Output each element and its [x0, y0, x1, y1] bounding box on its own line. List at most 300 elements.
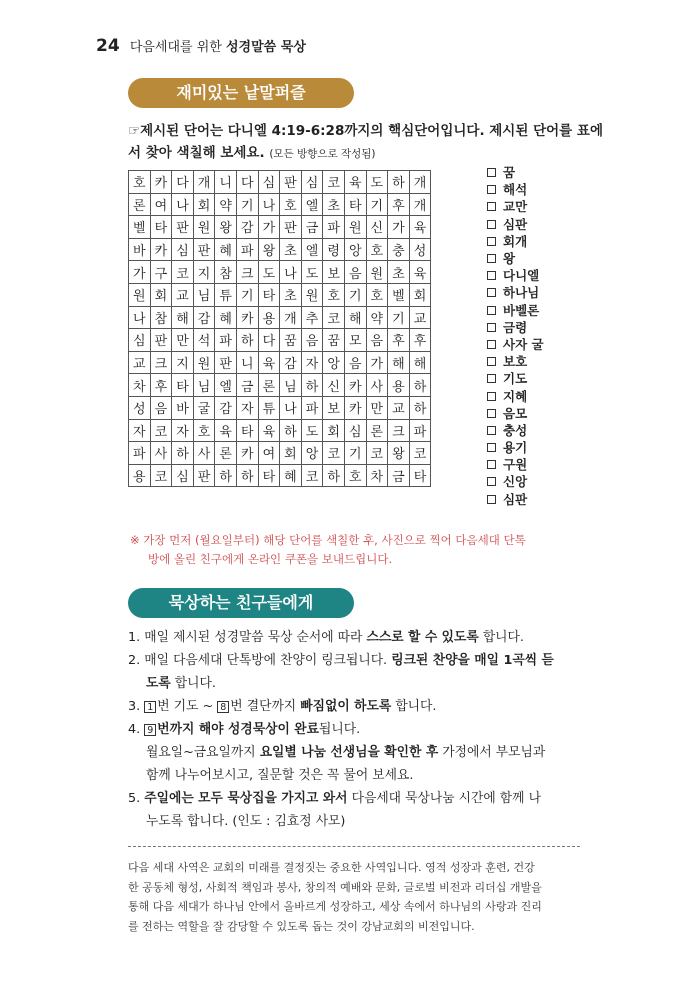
grid-cell[interactable]: 참 — [150, 306, 172, 329]
checkbox-icon[interactable] — [487, 254, 496, 263]
step-5-cont: 누도록 합니다. (인도 : 김효정 사모) — [146, 814, 346, 829]
grid-cell[interactable]: 크 — [236, 261, 258, 284]
grid-cell[interactable]: 판 — [150, 329, 172, 352]
grid-cell[interactable]: 금 — [236, 374, 258, 397]
grid-cell[interactable]: 자 — [129, 419, 151, 442]
grid-cell[interactable]: 혜 — [280, 464, 302, 487]
grid-cell[interactable]: 회 — [409, 283, 431, 306]
grid-cell[interactable]: 나 — [280, 261, 302, 284]
checkbox-icon[interactable] — [487, 443, 496, 452]
puzzle-instruction — [128, 120, 608, 165]
grid-cell[interactable]: 음 — [344, 351, 366, 374]
grid-cell[interactable]: 감 — [215, 396, 237, 419]
word-label: 용기 — [503, 440, 528, 456]
instruction-text: ☞제시된 단어는 다니엘 4:19-6:28까지의 핵심단어입니다. 제시된 단어를 표에서 찾아 색칠해 보세요. — [128, 123, 603, 161]
grid-cell[interactable]: 구 — [150, 261, 172, 284]
grid-cell[interactable]: 바 — [129, 238, 151, 261]
step-text: 됩니다. — [319, 722, 361, 737]
grid-cell[interactable]: 모 — [344, 329, 366, 352]
grid-cell[interactable]: 혜 — [215, 306, 237, 329]
grid-cell[interactable]: 하 — [172, 442, 194, 465]
word-item — [487, 302, 544, 319]
checkbox-icon[interactable] — [487, 409, 496, 418]
grid-cell[interactable]: 나 — [258, 193, 280, 216]
grid-cell[interactable]: 크 — [150, 351, 172, 374]
word-label: 지혜 — [503, 388, 528, 404]
grid-cell[interactable]: 론 — [258, 374, 280, 397]
step-text: 3. — [128, 699, 145, 714]
number-box: 1 — [144, 701, 156, 713]
step-text: 합니다. — [391, 699, 437, 714]
grid-cell[interactable]: 앙 — [344, 238, 366, 261]
grid-cell[interactable]: 감 — [280, 351, 302, 374]
step-text: 2. 매일 다음세대 단톡방에 찬양이 링크됩니다. — [128, 653, 392, 668]
grid-cell[interactable]: 다 — [236, 171, 258, 194]
header-series: 다음세대를 위한 — [129, 40, 222, 55]
grid-cell[interactable]: 카 — [344, 396, 366, 419]
grid-cell[interactable]: 초 — [280, 283, 302, 306]
grid-cell[interactable]: 호 — [344, 464, 366, 487]
grid-cell[interactable]: 육 — [258, 419, 280, 442]
grid-cell[interactable]: 차 — [129, 374, 151, 397]
grid-cell[interactable]: 파 — [323, 216, 345, 239]
grid-cell[interactable]: 꿈 — [323, 329, 345, 352]
grid-cell[interactable]: 여 — [150, 193, 172, 216]
grid-cell[interactable]: 니 — [215, 171, 237, 194]
grid-cell[interactable]: 나 — [280, 396, 302, 419]
grid-cell[interactable]: 원 — [129, 283, 151, 306]
grid-cell[interactable]: 기 — [344, 442, 366, 465]
grid-cell[interactable]: 만 — [366, 396, 388, 419]
grid-cell[interactable]: 하 — [409, 374, 431, 397]
grid-cell[interactable]: 코 — [301, 464, 323, 487]
checkbox-icon[interactable] — [487, 185, 496, 194]
grid-cell[interactable]: 보 — [323, 396, 345, 419]
grid-cell[interactable]: 성 — [409, 238, 431, 261]
checkbox-icon[interactable] — [487, 460, 496, 469]
word-label: 바벨론 — [503, 302, 540, 318]
grid-cell[interactable]: 육 — [409, 216, 431, 239]
grid-cell[interactable]: 교 — [388, 396, 410, 419]
grid-cell[interactable]: 해 — [388, 351, 410, 374]
word-item — [487, 387, 544, 404]
grid-cell[interactable]: 후 — [388, 329, 410, 352]
grid-cell[interactable]: 심 — [301, 171, 323, 194]
word-label: 금령 — [503, 319, 528, 335]
step-text: 번 결단까지 — [230, 699, 301, 714]
grid-cell[interactable]: 육 — [409, 261, 431, 284]
word-item — [487, 181, 544, 198]
grid-cell[interactable]: 금 — [301, 216, 323, 239]
step-3 — [128, 695, 610, 718]
grid-cell[interactable]: 코 — [409, 442, 431, 465]
grid-cell[interactable]: 타 — [344, 193, 366, 216]
grid-cell[interactable]: 가 — [129, 261, 151, 284]
word-label: 왕 — [503, 251, 516, 267]
grid-cell[interactable]: 파 — [129, 442, 151, 465]
checkbox-icon[interactable] — [487, 202, 496, 211]
grid-cell[interactable]: 원 — [193, 351, 215, 374]
grid-cell[interactable]: 육 — [215, 419, 237, 442]
grid-cell[interactable]: 엘 — [215, 374, 237, 397]
checkbox-icon[interactable] — [487, 271, 496, 280]
grid-cell[interactable]: 호 — [280, 193, 302, 216]
grid-cell[interactable]: 자 — [236, 396, 258, 419]
number-box: 8 — [217, 701, 229, 713]
step-2-cont — [128, 672, 610, 695]
grid-cell[interactable]: 사 — [193, 442, 215, 465]
grid-cell[interactable]: 엘 — [301, 238, 323, 261]
grid-cell[interactable]: 다 — [172, 171, 194, 194]
grid-cell[interactable]: 용 — [129, 464, 151, 487]
grid-cell[interactable]: 호 — [366, 238, 388, 261]
grid-cell[interactable]: 감 — [236, 216, 258, 239]
grid-cell[interactable]: 파 — [409, 419, 431, 442]
note-line: ※ 가장 먼저 (월요일부터) 해당 단어를 색칠한 후, 사진으로 찍어 다음세대 단톡 — [130, 533, 526, 547]
grid-cell[interactable]: 약 — [366, 306, 388, 329]
grid-row — [129, 238, 431, 261]
page-header — [96, 36, 306, 56]
word-item — [487, 319, 544, 336]
grid-cell[interactable]: 왕 — [215, 216, 237, 239]
grid-cell[interactable]: 가 — [388, 216, 410, 239]
grid-cell[interactable]: 도 — [258, 261, 280, 284]
grid-cell[interactable]: 추 — [301, 306, 323, 329]
word-label: 다니엘 — [503, 268, 540, 284]
grid-cell[interactable]: 심 — [129, 329, 151, 352]
grid-cell[interactable]: 튜 — [258, 396, 280, 419]
grid-cell[interactable]: 용 — [258, 306, 280, 329]
grid-row — [129, 351, 431, 374]
grid-cell[interactable]: 기 — [388, 306, 410, 329]
word-search-grid — [128, 170, 431, 487]
grid-cell[interactable]: 충 — [388, 238, 410, 261]
grid-cell[interactable]: 참 — [215, 261, 237, 284]
checkbox-icon[interactable] — [487, 340, 496, 349]
grid-cell[interactable]: 론 — [129, 193, 151, 216]
grid-cell[interactable]: 호 — [129, 171, 151, 194]
grid-cell[interactable]: 론 — [366, 419, 388, 442]
grid-cell[interactable]: 하 — [409, 396, 431, 419]
grid-row — [129, 396, 431, 419]
grid-cell[interactable]: 왕 — [258, 238, 280, 261]
step-emphasis: 요일별 나눔 선생님을 확인한 후 — [259, 745, 439, 760]
word-label: 꿈 — [503, 165, 516, 181]
grid-cell[interactable]: 굴 — [193, 396, 215, 419]
grid-cell[interactable]: 회 — [323, 419, 345, 442]
checkbox-icon[interactable] — [487, 220, 496, 229]
grid-cell[interactable]: 바 — [172, 396, 194, 419]
grid-cell[interactable]: 엘 — [301, 193, 323, 216]
grid-cell[interactable]: 육 — [258, 351, 280, 374]
step-5 — [128, 787, 610, 810]
grid-cell[interactable]: 앙 — [323, 351, 345, 374]
word-item — [487, 439, 544, 456]
grid-cell[interactable]: 금 — [388, 464, 410, 487]
grid-cell[interactable]: 해 — [344, 306, 366, 329]
grid-cell[interactable]: 판 — [280, 216, 302, 239]
grid-cell[interactable]: 카 — [236, 306, 258, 329]
word-label: 심판 — [503, 216, 528, 232]
word-label: 하나님 — [503, 285, 540, 301]
grid-cell[interactable]: 파 — [236, 238, 258, 261]
grid-cell[interactable]: 육 — [344, 171, 366, 194]
word-label: 사자 굴 — [503, 336, 544, 352]
grid-row — [129, 374, 431, 397]
step-emphasis: 도록 — [146, 676, 171, 691]
grid-cell[interactable]: 개 — [409, 171, 431, 194]
grid-cell[interactable]: 님 — [193, 374, 215, 397]
grid-cell[interactable]: 자 — [172, 419, 194, 442]
grid-cell[interactable]: 판 — [193, 464, 215, 487]
grid-cell[interactable]: 판 — [172, 216, 194, 239]
grid-cell[interactable]: 타 — [150, 216, 172, 239]
grid-cell[interactable]: 판 — [193, 238, 215, 261]
grid-cell[interactable]: 코 — [323, 171, 345, 194]
footer-line: 한 공동체 형성, 사회적 책임과 봉사, 창의적 예배와 문화, 글로벌 비전과 리더십 개발을 — [128, 880, 542, 894]
grid-row — [129, 283, 431, 306]
grid-cell[interactable]: 타 — [409, 464, 431, 487]
step-text: 번 기도 ~ — [157, 699, 218, 714]
word-item — [487, 370, 544, 387]
grid-cell[interactable]: 호 — [366, 283, 388, 306]
grid-cell[interactable]: 크 — [388, 419, 410, 442]
word-item — [487, 267, 544, 284]
checkbox-icon[interactable] — [487, 392, 496, 401]
grid-cell[interactable]: 교 — [172, 283, 194, 306]
note-line: 방에 올린 친구에게 온라인 쿠폰을 보내드립니다. — [148, 552, 393, 566]
grid-cell[interactable]: 심 — [258, 171, 280, 194]
word-item — [487, 284, 544, 301]
grid-cell[interactable]: 혜 — [215, 238, 237, 261]
grid-cell[interactable]: 보 — [323, 261, 345, 284]
grid-cell[interactable]: 니 — [236, 351, 258, 374]
grid-cell[interactable]: 사 — [366, 374, 388, 397]
grid-cell[interactable]: 코 — [150, 464, 172, 487]
grid-cell[interactable]: 타 — [172, 374, 194, 397]
step-text: 5. — [128, 791, 145, 806]
footer-line: 통해 다음 세대가 하나님 안에서 올바르게 성장하고, 세상 속에서 하나님의 사랑과 진리 — [128, 900, 542, 913]
grid-cell[interactable]: 차 — [366, 464, 388, 487]
meditation-steps — [128, 626, 610, 833]
grid-cell[interactable]: 기 — [366, 193, 388, 216]
grid-cell[interactable]: 자 — [301, 351, 323, 374]
puzzle-section-title: 재미있는 낱말퍼즐 — [128, 78, 354, 108]
grid-cell[interactable]: 가 — [366, 351, 388, 374]
step-text: 다음세대 묵상나눔 시간에 함께 나 — [347, 791, 541, 806]
grid-cell[interactable]: 용 — [388, 374, 410, 397]
word-item — [487, 164, 544, 181]
checkbox-icon[interactable] — [487, 306, 496, 315]
grid-cell[interactable]: 카 — [236, 442, 258, 465]
number-box: 9 — [144, 724, 156, 736]
grid-cell[interactable]: 타 — [258, 464, 280, 487]
grid-cell[interactable]: 가 — [258, 216, 280, 239]
grid-cell[interactable]: 개 — [280, 306, 302, 329]
grid-cell[interactable]: 하 — [280, 419, 302, 442]
checkbox-icon[interactable] — [487, 426, 496, 435]
checkbox-icon[interactable] — [487, 495, 496, 504]
grid-cell[interactable]: 초 — [280, 238, 302, 261]
grid-cell[interactable]: 음 — [366, 329, 388, 352]
grid-cell[interactable]: 타 — [236, 419, 258, 442]
grid-cell[interactable]: 교 — [409, 306, 431, 329]
word-item — [487, 473, 544, 490]
grid-cell[interactable]: 음 — [301, 329, 323, 352]
grid-row — [129, 442, 431, 465]
grid-cell[interactable]: 도 — [366, 171, 388, 194]
grid-cell[interactable]: 카 — [150, 171, 172, 194]
word-label: 음모 — [503, 405, 528, 421]
grid-cell[interactable]: 후 — [409, 329, 431, 352]
grid-cell[interactable]: 지 — [193, 261, 215, 284]
grid-cell[interactable]: 하 — [215, 464, 237, 487]
grid-cell[interactable]: 개 — [193, 171, 215, 194]
grid-cell[interactable]: 원 — [366, 261, 388, 284]
word-item — [487, 336, 544, 353]
word-checklist — [487, 164, 544, 508]
grid-cell[interactable]: 타 — [258, 283, 280, 306]
grid-cell[interactable]: 론 — [215, 442, 237, 465]
word-item — [487, 216, 544, 233]
grid-cell[interactable]: 앙 — [301, 442, 323, 465]
checkbox-icon[interactable] — [487, 323, 496, 332]
word-label: 신앙 — [503, 474, 528, 490]
grid-cell[interactable]: 개 — [409, 193, 431, 216]
grid-cell[interactable]: 원 — [301, 283, 323, 306]
grid-cell[interactable]: 카 — [150, 238, 172, 261]
step-4-cont: 함께 나누어보시고, 질문할 것은 꼭 물어 보세요. — [146, 768, 414, 783]
step-4-cont — [128, 741, 610, 764]
grid-cell[interactable]: 여 — [258, 442, 280, 465]
grid-cell[interactable]: 원 — [193, 216, 215, 239]
coupon-note — [130, 531, 608, 569]
grid-cell[interactable]: 벨 — [388, 283, 410, 306]
grid-row — [129, 419, 431, 442]
step-text: 1. 매일 제시된 성경말씀 묵상 순서에 따라 — [128, 630, 367, 645]
word-label: 회개 — [503, 233, 528, 249]
grid-cell[interactable]: 꿈 — [280, 329, 302, 352]
grid-cell[interactable]: 하 — [301, 374, 323, 397]
grid-cell[interactable]: 다 — [258, 329, 280, 352]
grid-cell[interactable]: 원 — [344, 216, 366, 239]
grid-cell[interactable]: 회 — [280, 442, 302, 465]
grid-cell[interactable]: 하 — [323, 464, 345, 487]
grid-cell[interactable]: 님 — [280, 374, 302, 397]
step-4 — [128, 718, 610, 741]
step-emphasis: 빠짐없이 하도록 — [300, 699, 392, 714]
grid-cell[interactable]: 석 — [193, 329, 215, 352]
grid-cell[interactable]: 회 — [193, 193, 215, 216]
grid-cell[interactable]: 만 — [172, 329, 194, 352]
grid-cell[interactable]: 기 — [236, 193, 258, 216]
grid-row — [129, 464, 431, 487]
instruction-note: (모든 방향으로 작성됨) — [269, 148, 376, 160]
grid-cell[interactable]: 심 — [172, 238, 194, 261]
grid-cell[interactable]: 하 — [236, 464, 258, 487]
step-emphasis: 번까지 해야 성경묵상이 완료 — [157, 722, 319, 737]
grid-cell[interactable]: 호 — [193, 419, 215, 442]
grid-cell[interactable]: 코 — [323, 306, 345, 329]
grid-cell[interactable]: 기 — [236, 283, 258, 306]
checkbox-icon[interactable] — [487, 168, 496, 177]
grid-cell[interactable]: 해 — [409, 351, 431, 374]
grid-cell[interactable]: 사 — [150, 442, 172, 465]
grid-cell[interactable]: 하 — [236, 329, 258, 352]
word-item — [487, 491, 544, 508]
word-item — [487, 198, 544, 215]
grid-cell[interactable]: 후 — [388, 193, 410, 216]
grid-cell[interactable]: 코 — [172, 261, 194, 284]
grid-cell[interactable]: 령 — [323, 238, 345, 261]
step-text: 월요일~금요일까지 — [146, 745, 260, 760]
grid-cell[interactable]: 판 — [215, 351, 237, 374]
grid-cell[interactable]: 님 — [193, 283, 215, 306]
checkbox-icon[interactable] — [487, 357, 496, 366]
grid-cell[interactable]: 코 — [150, 419, 172, 442]
checkbox-icon[interactable] — [487, 237, 496, 246]
grid-cell[interactable]: 나 — [129, 306, 151, 329]
step-text: 가정에서 부모님과 — [438, 745, 546, 760]
grid-cell[interactable]: 후 — [150, 374, 172, 397]
grid-cell[interactable]: 약 — [215, 193, 237, 216]
grid-cell[interactable]: 교 — [129, 351, 151, 374]
grid-cell[interactable]: 초 — [388, 261, 410, 284]
grid-cell[interactable]: 음 — [150, 396, 172, 419]
grid-cell[interactable]: 성 — [129, 396, 151, 419]
grid-cell[interactable]: 초 — [323, 193, 345, 216]
grid-cell[interactable]: 코 — [366, 442, 388, 465]
grid-cell[interactable]: 파 — [215, 329, 237, 352]
grid-cell[interactable]: 도 — [301, 261, 323, 284]
word-item — [487, 405, 544, 422]
checkbox-icon[interactable] — [487, 288, 496, 297]
word-label: 해석 — [503, 182, 528, 198]
grid-cell[interactable]: 회 — [150, 283, 172, 306]
grid-cell[interactable]: 벨 — [129, 216, 151, 239]
grid-cell[interactable]: 지 — [172, 351, 194, 374]
grid-row — [129, 171, 431, 194]
grid-cell[interactable]: 신 — [366, 216, 388, 239]
grid-cell[interactable]: 코 — [323, 442, 345, 465]
grid-cell[interactable]: 튜 — [215, 283, 237, 306]
grid-cell[interactable]: 심 — [172, 464, 194, 487]
checkbox-icon[interactable] — [487, 477, 496, 486]
step-text: 합니다. — [170, 676, 216, 691]
grid-cell[interactable]: 신 — [323, 374, 345, 397]
grid-cell[interactable]: 도 — [301, 419, 323, 442]
grid-cell[interactable]: 나 — [172, 193, 194, 216]
checkbox-icon[interactable] — [487, 374, 496, 383]
word-item — [487, 353, 544, 370]
grid-cell[interactable]: 감 — [193, 306, 215, 329]
grid-row — [129, 329, 431, 352]
grid-cell[interactable]: 카 — [344, 374, 366, 397]
grid-cell[interactable]: 파 — [301, 396, 323, 419]
grid-row — [129, 261, 431, 284]
grid-row — [129, 216, 431, 239]
grid-cell[interactable]: 호 — [323, 283, 345, 306]
grid-cell[interactable]: 음 — [344, 261, 366, 284]
grid-cell[interactable]: 왕 — [388, 442, 410, 465]
grid-row — [129, 306, 431, 329]
word-item — [487, 456, 544, 473]
grid-cell[interactable]: 해 — [172, 306, 194, 329]
grid-cell[interactable]: 하 — [388, 171, 410, 194]
grid-cell[interactable]: 판 — [280, 171, 302, 194]
grid-cell[interactable]: 심 — [344, 419, 366, 442]
grid-cell[interactable]: 기 — [344, 283, 366, 306]
